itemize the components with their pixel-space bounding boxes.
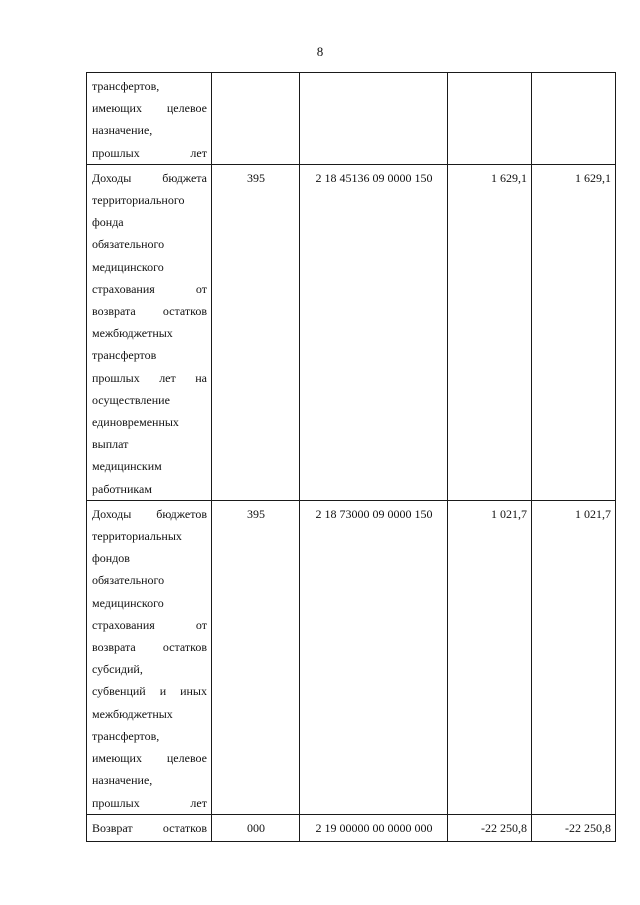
description-line: медицинского <box>92 595 164 610</box>
description-line: территориального <box>92 193 185 208</box>
description-line: медицинского <box>92 259 164 274</box>
description-line: субвенций и иных <box>92 684 207 699</box>
description-line: Доходы бюджетов <box>92 506 207 521</box>
description-line: обязательного <box>92 573 165 588</box>
table-body <box>87 73 616 842</box>
table-row <box>87 73 616 165</box>
admin-code-cell: 395 <box>212 164 300 500</box>
row-description <box>87 814 212 841</box>
description-line: страхования от <box>92 281 207 296</box>
description-line: работникам <box>92 481 152 496</box>
description-line: трансфертов, <box>92 728 160 743</box>
description-line: межбюджетных <box>92 326 173 341</box>
description-line: выплат <box>92 437 129 452</box>
description-line: прошлых лет на <box>92 370 207 385</box>
amount-cell: 1 629,1 <box>448 164 532 500</box>
description-line: Возврат остатков <box>92 820 207 835</box>
page-number: 8 <box>316 44 324 59</box>
description-line: Доходы бюджета <box>92 170 207 185</box>
amount-cell: 1 021,7 <box>532 500 616 814</box>
amount-cell: -22 250,8 <box>532 814 616 841</box>
description-line: территориальных <box>92 529 182 544</box>
description-line: имеющих целевое <box>92 751 207 766</box>
description-line: назначение, <box>92 123 153 138</box>
budget-code-cell: 2 18 45136 09 0000 150 <box>300 164 448 500</box>
budget-code-cell: 2 18 73000 09 0000 150 <box>300 500 448 814</box>
table-row <box>87 814 616 841</box>
description-line: возврата остатков <box>92 640 207 655</box>
description-line: единовременных <box>92 415 179 430</box>
table-row <box>87 164 616 500</box>
description-line: возврата остатков <box>92 304 207 319</box>
row-description <box>87 164 212 500</box>
description-line: назначение, <box>92 773 153 788</box>
description-line: фондов <box>92 551 130 566</box>
description-line: обязательного <box>92 237 165 252</box>
amount-cell: -22 250,8 <box>448 814 532 841</box>
row-description <box>87 500 212 814</box>
table-row <box>87 500 616 814</box>
amount-cell: 1 629,1 <box>532 164 616 500</box>
description-line: прошлых лет <box>92 795 207 810</box>
budget-revenue-table <box>86 72 616 842</box>
budget-code-cell <box>300 73 448 165</box>
admin-code-cell: 395 <box>212 500 300 814</box>
description-line: имеющих целевое <box>92 101 207 116</box>
description-line: осуществление <box>92 392 170 407</box>
amount-cell <box>448 73 532 165</box>
amount-cell <box>532 73 616 165</box>
row-description <box>87 73 212 165</box>
admin-code-cell <box>212 73 300 165</box>
description-line: фонда <box>92 215 124 230</box>
description-line: трансфертов, <box>92 79 160 93</box>
description-line: медицинским <box>92 459 162 474</box>
description-line: субсидий, <box>92 662 143 677</box>
description-line: страхования от <box>92 617 207 632</box>
admin-code-cell: 000 <box>212 814 300 841</box>
description-line: трансфертов <box>92 348 157 363</box>
budget-code-cell: 2 19 00000 00 0000 000 <box>300 814 448 841</box>
amount-cell: 1 021,7 <box>448 500 532 814</box>
description-line: прошлых лет <box>92 145 207 160</box>
description-line: межбюджетных <box>92 706 173 721</box>
